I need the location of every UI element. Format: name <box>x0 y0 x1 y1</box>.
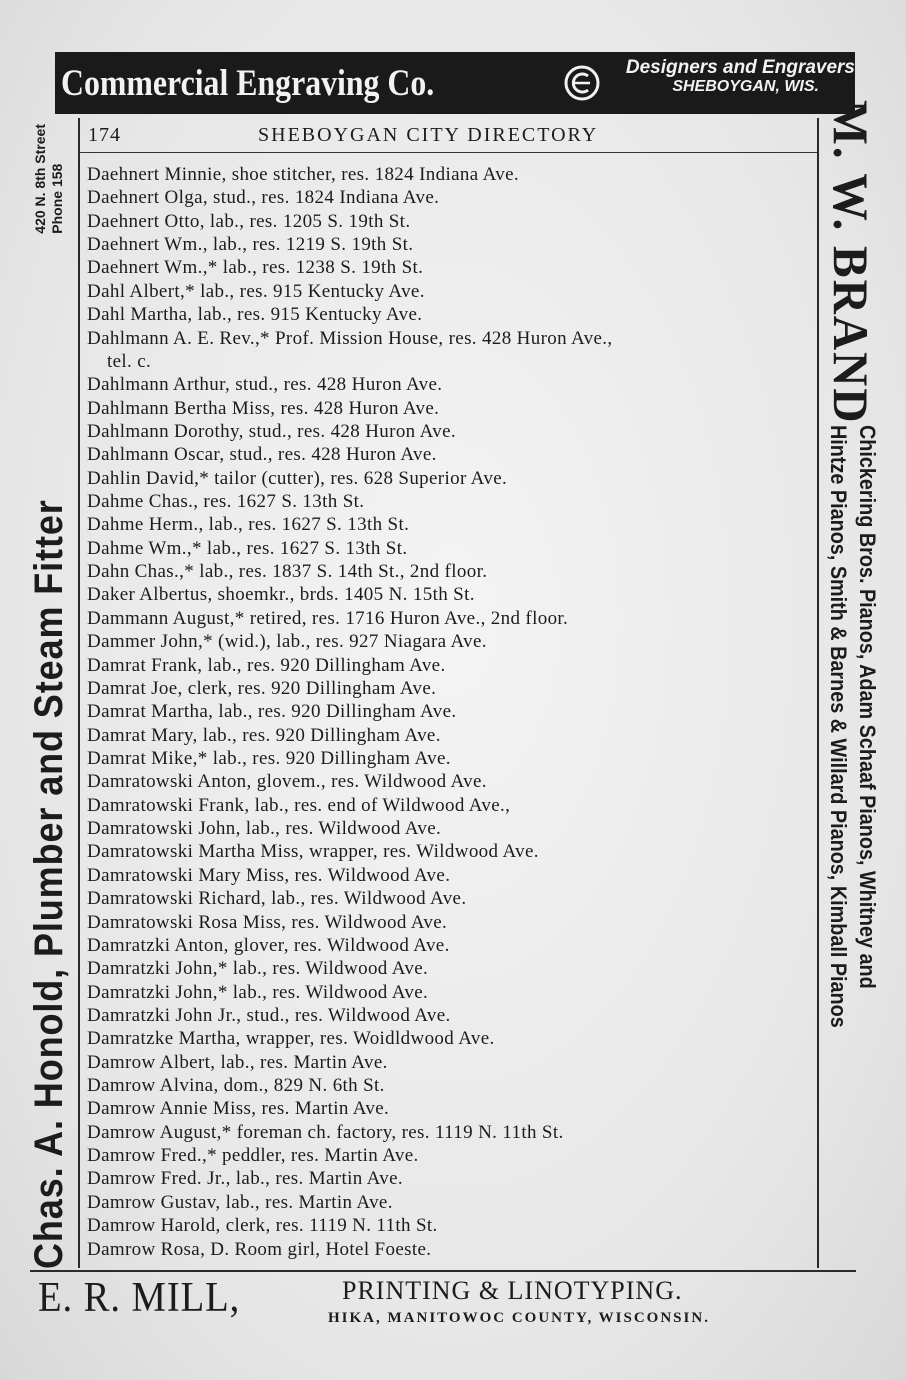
page-number: 174 <box>88 124 121 146</box>
banner-right-text <box>623 58 855 96</box>
directory-entry: Damrow Rosa, D. Room girl, Hotel Foeste. <box>87 1238 432 1260</box>
directory-entry: Damrow Albert, lab., res. Martin Ave. <box>87 1051 388 1073</box>
directory-entry: Damrow Gustav, lab., res. Martin Ave. <box>87 1191 393 1213</box>
directory-entry: Damratowski Anton, glovem., res. Wildwood Ave. <box>87 771 487 793</box>
directory-entry: Damrow Harold, clerk, res. 1119 N. 11th St. <box>87 1215 438 1237</box>
directory-entry: Damrat Martha, lab., res. 920 Dillingham Ave. <box>87 701 457 723</box>
directory-entry: Damrat Mary, lab., res. 920 Dillingham Ave. <box>87 724 441 746</box>
directory-entry: Damratzki John Jr., stud., res. Wildwood Ave. <box>87 1004 451 1026</box>
directory-entry: Daehnert Olga, stud., res. 1824 Indiana Ave. <box>87 187 440 209</box>
directory-entry: Dammann August,* retired, res. 1716 Huron Ave., 2nd floor. <box>87 607 569 629</box>
directory-entry: Dahlmann Oscar, stud., res. 428 Huron Ave. <box>87 444 437 466</box>
directory-entry: Dahme Herm., lab., res. 1627 S. 13th St. <box>87 514 410 536</box>
footer-location: HIKA, MANITOWOC COUNTY, WISCONSIN. <box>328 1310 710 1326</box>
directory-entry: Daehnert Otto, lab., res. 1205 S. 19th St. <box>87 210 411 232</box>
engraving-logo-icon <box>563 64 601 102</box>
header-rule <box>80 152 817 153</box>
directory-entry: Damratowski Martha Miss, wrapper, res. Wildwood Ave. <box>87 841 539 863</box>
directory-entry: Damrat Mike,* lab., res. 920 Dillingham Ave. <box>87 747 451 769</box>
directory-entry: Dahme Chas., res. 1627 S. 13th St. <box>87 491 365 513</box>
directory-entry: Damrat Joe, clerk, res. 920 Dillingham Ave. <box>87 677 437 699</box>
left-ad-contact <box>32 118 66 234</box>
left-ad-phone: Phone 158 <box>49 163 65 234</box>
directory-entry: Damratzki John,* lab., res. Wildwood Ave. <box>87 981 429 1003</box>
banner-company-name: Commercial Engraving Co. <box>61 62 435 104</box>
directory-entry: Daehnert Minnie, shoe stitcher, res. 1824 Indiana Ave. <box>87 164 519 185</box>
left-side-ad <box>22 118 76 1278</box>
right-ad-lines <box>824 425 882 1181</box>
footer-rule <box>30 1270 856 1272</box>
directory-entry-continuation: tel. c. <box>107 350 152 372</box>
directory-entry: Damrow Fred.,* peddler, res. Martin Ave. <box>87 1145 419 1167</box>
left-ad-address: 420 N. 8th Street <box>32 124 48 234</box>
directory-entry: Dahme Wm.,* lab., res. 1627 S. 13th St. <box>87 537 408 559</box>
directory-entry: Damrow Fred. Jr., lab., res. Martin Ave. <box>87 1168 404 1190</box>
directory-entry: Dahlmann Dorothy, stud., res. 428 Huron Ave. <box>87 420 456 442</box>
directory-entry: Daker Albertus, shoemkr., brds. 1405 N. 15th St. <box>87 584 475 606</box>
directory-entry: Dahl Martha, lab., res. 915 Kentucky Ave. <box>87 304 423 326</box>
right-column-rule <box>817 118 819 1268</box>
directory-entry: Dahlmann A. E. Rev.,* Prof. Mission House, res. 428 Huron Ave., <box>87 327 613 349</box>
banner-tagline: Designers and Engravers <box>625 57 855 78</box>
directory-entry: Dahlmann Arthur, stud., res. 428 Huron Ave. <box>87 374 443 396</box>
directory-entry: Damrat Frank, lab., res. 920 Dillingham Ave. <box>87 654 446 676</box>
directory-entry: Daehnert Wm.,* lab., res. 1238 S. 19th St. <box>87 257 424 279</box>
banner-location: SHEBOYGAN, WIS. <box>672 78 819 95</box>
left-ad-main-text: Chas. A. Honold, Plumber and Steam Fitter <box>26 499 71 1269</box>
directory-entry: Dahlin David,* tailor (cutter), res. 628 Superior Ave. <box>87 467 508 489</box>
footer-printer-name: E. R. MILL, <box>38 1275 241 1321</box>
directory-entry: Damrow August,* foreman ch. factory, res. 1119 N. 11th St. <box>87 1121 564 1143</box>
running-title: SHEBOYGAN CITY DIRECTORY <box>258 124 599 146</box>
directory-entry: Damratowski Richard, lab., res. Wildwood Ave. <box>87 888 467 910</box>
right-ad-line-2: Hintze Pianos, Smith & Barnes & Willard Pianos, Kimball Pianos <box>826 425 851 1028</box>
left-column-rule <box>78 118 80 1268</box>
directory-entry: Damratzki Anton, glover, res. Wildwood Ave. <box>87 934 450 956</box>
directory-entry: Damratowski Mary Miss, res. Wildwood Ave. <box>87 864 451 886</box>
footer-service: PRINTING & LINOTYPING. <box>342 1276 683 1305</box>
directory-entry: Damratowski Rosa Miss, res. Wildwood Ave. <box>87 911 448 933</box>
directory-entry: Damratowski Frank, lab., res. end of Wildwood Ave., <box>87 794 511 816</box>
directory-entry: Damratowski John, lab., res. Wildwood Ave. <box>87 818 442 840</box>
directory-entry: Damratzki John,* lab., res. Wildwood Ave. <box>87 958 429 980</box>
directory-entry: Dahlmann Bertha Miss, res. 428 Huron Ave. <box>87 397 440 419</box>
right-ad-line-1: Chickering Bros. Pianos, Adam Schaaf Pianos, Whitney and <box>855 425 880 989</box>
right-ad-brand: M. W. BRAND <box>823 100 879 425</box>
directory-entry: Daehnert Wm., lab., res. 1219 S. 19th St. <box>87 234 414 256</box>
directory-entry: Dahl Albert,* lab., res. 915 Kentucky Ave. <box>87 280 425 302</box>
directory-entry: Damrow Annie Miss, res. Martin Ave. <box>87 1098 390 1120</box>
directory-entry: Dammer John,* (wid.), lab., res. 927 Niagara Ave. <box>87 631 487 653</box>
directory-entry: Damrow Alvina, dom., 829 N. 6th St. <box>87 1075 385 1097</box>
directory-entry: Dahn Chas.,* lab., res. 1837 S. 14th St., 2nd floor. <box>87 561 488 583</box>
directory-entries <box>87 163 817 1261</box>
directory-entry: Damratzke Martha, wrapper, res. Woidldwood Ave. <box>87 1028 495 1050</box>
top-banner-ad <box>55 52 855 114</box>
right-side-ad <box>818 100 884 1270</box>
